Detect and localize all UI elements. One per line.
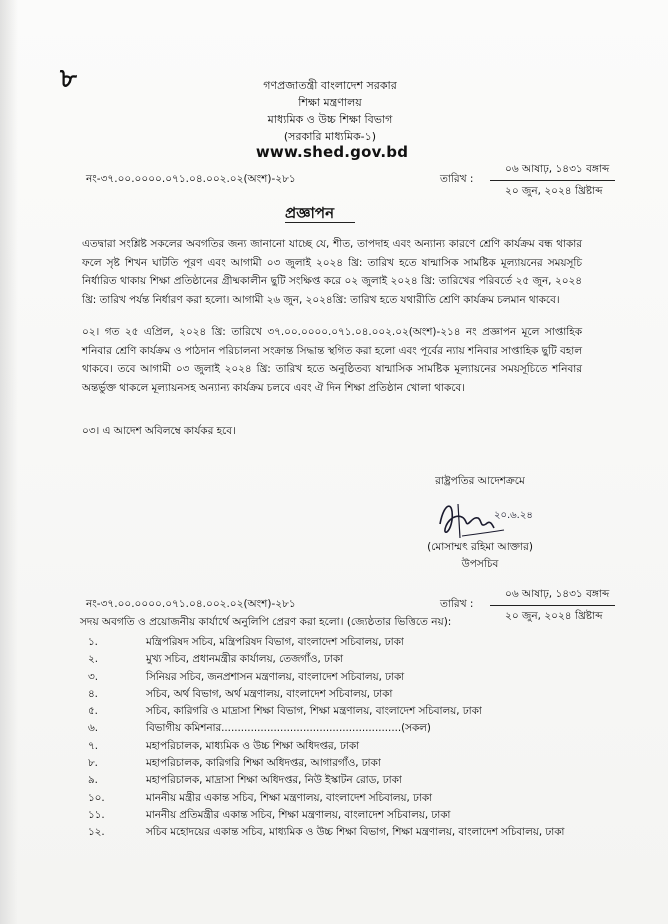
page-corner-mark: ৮ bbox=[60, 64, 77, 94]
paragraph-3: ০৩। এ আদেশ অবিলম্বে কার্যকর হবে। bbox=[82, 425, 236, 437]
list-item bbox=[80, 703, 600, 720]
list-item-text: সচিব, কারিগরি ও মাদ্রাসা শিক্ষা বিভাগ, শিক্ষা মন্ত্রণালয়, বাংলাদেশ সচিবালয়, ঢাকা bbox=[146, 705, 482, 718]
list-item bbox=[80, 686, 600, 703]
list-item-text: মাননীয় মন্ত্রীর একান্ত সচিব, শিক্ষা মন্ত্রণালয়, বাংলাদেশ সচিবালয়, ঢাকা bbox=[146, 791, 433, 804]
list-item bbox=[80, 669, 600, 686]
signature-image bbox=[432, 494, 542, 542]
list-item bbox=[80, 720, 600, 737]
paragraph-2: ০২। গত ২৫ এপ্রিল, ২০২৪ খ্রি: তারিখে ৩৭.০০.০০০০.০৭১.০৪.০০২.০২(অংশ)-২১৪ নং প্রজ্ঞাপন মূলে সাপ্তাহিক শনিবার শ্রেণি কার্যক্রম ও পাঠদান পরিচালনা সংক্রান্ত সিদ্ধান্ত স্থগিত করা হলো এবং পূর্বের ন্যায় শনিবার সাপ্তাহিক ছুটি বহাল থাকবে। তবে আগামী ০৩ জুলাই ২০২৪ খ্রি: তারিখ হতে অনুষ্ঠিতব্য ষান্মাসিক সামষ্টিক মূল্যায়নের সময়সূচিতে শনিবার অন্তর্ভুক্ত থাকলে মূল্যায়নসহ অন্যান্য কার্যক্রম চলবে এবং ঐ দিন শিক্ষা প্রতিষ্ঠান খোলা থাকবে। bbox=[82, 326, 582, 394]
header-ministry: শিক্ষা মন্ত্রণালয় bbox=[298, 96, 362, 109]
signature-date-scribble: ২০.৬.২৪ bbox=[494, 510, 533, 521]
list-item-text: সচিব মহোদয়ের একান্ত সচিব, মাধ্যমিক ও উচ্চ শিক্ষা বিভাগ, শিক্ষা মন্ত্রণালয়, বাংলাদেশ সচিবালয়, ঢাকা bbox=[146, 826, 565, 839]
document-title: প্রজ্ঞাপন bbox=[285, 204, 335, 222]
list-item-number: ১. bbox=[88, 636, 98, 648]
list-item-text: মহাপরিচালক, কারিগরি শিক্ষা অধিদপ্তর, আগারগাঁও, ঢাকা bbox=[146, 757, 381, 770]
memo-date-label: তারিখ : bbox=[440, 173, 474, 185]
header-section: (সরকারি মাধ্যমিক-১) bbox=[283, 130, 377, 143]
memo-date-bangla: ০৬ আষাঢ়, ১৪৩১ বঙ্গাব্দ bbox=[505, 163, 610, 175]
signatory-name: (মোসাম্মৎ রহিমা আক্তার) bbox=[427, 541, 533, 553]
list-item bbox=[80, 824, 600, 841]
list-item-text: মন্ত্রিপরিষদ সচিব, মন্ত্রিপরিষদ বিভাগ, বাংলাদেশ সচিবালয়, ঢাকা bbox=[146, 636, 404, 648]
distribution-list bbox=[80, 634, 600, 842]
list-item-text: মহাপরিচালক, মাধ্যমিক ও উচ্চ শিক্ষা অধিদপ্তর, ঢাকা bbox=[146, 739, 360, 752]
memo-reference-number: নং-৩৭.০০.০০০০.০৭১.০৪.০০২.০২(অংশ)-২৮১ bbox=[86, 173, 296, 185]
list-item-number: ৭. bbox=[88, 739, 98, 752]
list-item-number: ৫. bbox=[88, 705, 98, 718]
page-fold-shadow bbox=[0, 0, 18, 924]
list-item bbox=[80, 755, 600, 772]
list-item bbox=[80, 651, 600, 668]
list-item-text: সিনিয়র সচিব, জনপ্রশাসন মন্ত্রণালয়, বাংলাদেশ সচিবালয়, ঢাকা bbox=[146, 670, 405, 683]
list-item-number: ১০. bbox=[88, 791, 105, 804]
list-item bbox=[80, 790, 600, 807]
copy-date-bangla: ০৬ আষাঢ়, ১৪৩১ বঙ্গাব্দ bbox=[505, 588, 610, 600]
list-item bbox=[80, 738, 600, 755]
title-underline bbox=[285, 222, 355, 223]
list-item-text: মহাপরিচালক, মাদ্রাসা শিক্ষা অধিদপ্তর, নিউ ইস্কাটন রোড, ঢাকা bbox=[146, 774, 402, 787]
copy-date-label: তারিখ : bbox=[440, 598, 474, 610]
header-government: গণপ্রজাতন্ত্রী বাংলাদেশ সরকার bbox=[263, 79, 397, 92]
paragraph-1: এতদ্বারা সংশ্লিষ্ট সকলের অবগতির জন্য জানানো যাচ্ছে যে, শীত, তাপদাহ এবং অন্যান্য কারণে শ্রেণি কার্যক্রম বন্ধ থাকার ফলে সৃষ্ট শিখন ঘাটতি পূরণ এবং আগামী ০৩ জুলাই ২০২৪ খ্রি: তারিখ হতে ষান্মাসিক সামষ্টিক মূল্যায়নের সময়সূচি নির্ধারিত থাকায় শিক্ষা প্রতিষ্ঠানের গ্রীষ্মকালীন ছুটি সংক্ষিপ্ত করে ০২ জুলাই ২০২৪ খ্রি: তারিখের পরিবর্তে ২৫ জুন, ২০২৪ খ্রি: তারিখ পর্যন্ত নির্ধারণ করা হলো। আগামী ২৬ জুন, ২০২৪খ্রি: তারিখ হতে যথারীতি শ্রেণি কার্যক্রম চলমান থাকবে। bbox=[82, 238, 582, 306]
list-item bbox=[80, 634, 600, 651]
list-item-number: ২. bbox=[88, 653, 98, 666]
list-item-number: ৪. bbox=[88, 687, 98, 700]
memo-date-english: ২০ জুন, ২০২৪ খ্রিষ্টাব্দ bbox=[505, 185, 603, 197]
list-item bbox=[80, 807, 600, 824]
distribution-heading: সদয় অবগতি ও প্রয়োজনীয় কার্যার্থে অনুলিপি প্রেরণ করা হলো। (জ্যেষ্ঠতার ভিত্তিতে নয়): bbox=[80, 616, 452, 628]
list-item-number: ১২. bbox=[88, 826, 105, 839]
signature-order-line: রাষ্ট্রপতির আদেশক্রমে bbox=[435, 475, 525, 487]
list-item-text: বিভাগীয় কমিশনার.......................................................(সকল) bbox=[146, 722, 431, 735]
list-item-text: মাননীয় প্রতিমন্ত্রীর একান্ত সচিব, শিক্ষা মন্ত্রণালয়, বাংলাদেশ সচিবালয়, ঢাকা bbox=[146, 808, 451, 821]
list-item-text: মুখ্য সচিব, প্রধানমন্ত্রীর কার্যালয়, তেজগাঁও, ঢাকা bbox=[146, 653, 344, 666]
list-item bbox=[80, 772, 600, 789]
copy-date-english: ২০ জুন, ২০২৪ খ্রিষ্টাব্দ bbox=[505, 610, 603, 622]
list-item-number: ৯. bbox=[88, 774, 98, 787]
copy-reference-number: নং-৩৭.০০.০০০০.০৭১.০৪.০০২.০২(অংশ)-২৮১ bbox=[86, 598, 296, 610]
list-item-number: ৬. bbox=[88, 722, 98, 735]
list-item-number: ৩. bbox=[88, 670, 98, 683]
header-website-link[interactable]: www.shed.gov.bd bbox=[255, 143, 409, 161]
list-item-number: ৮. bbox=[88, 757, 98, 770]
header-division: মাধ্যমিক ও উচ্চ শিক্ষা বিভাগ bbox=[267, 113, 393, 126]
signatory-designation: উপসচিব bbox=[461, 558, 499, 570]
list-item-number: ১১. bbox=[88, 808, 105, 821]
list-item-text: সচিব, অর্থ বিভাগ, অর্থ মন্ত্রণালয়, বাংলাদেশ সচিবালয়, ঢাকা bbox=[146, 687, 393, 700]
